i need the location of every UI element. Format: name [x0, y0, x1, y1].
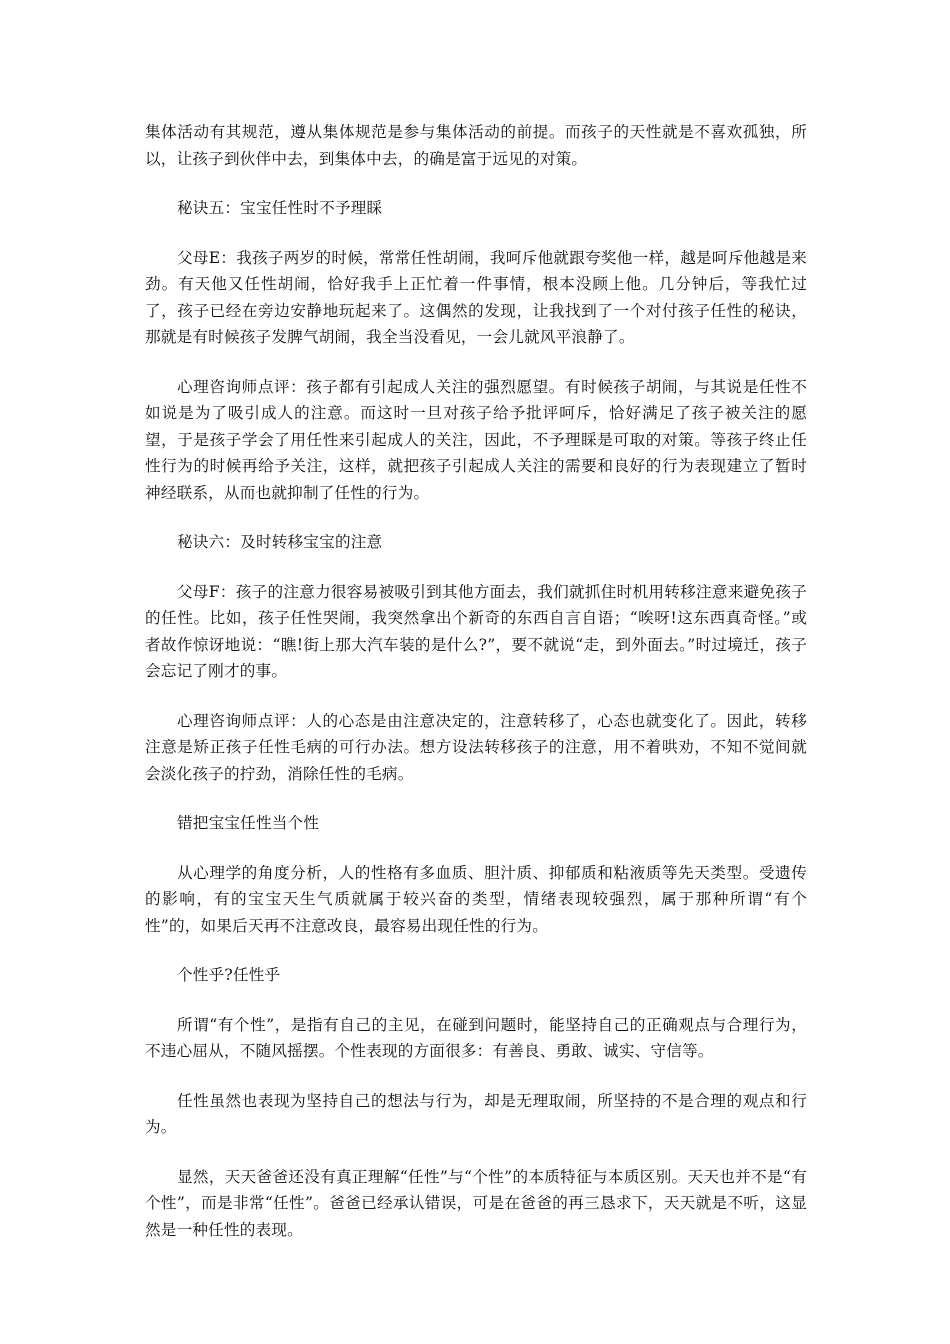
- paragraph-counselor-comment-six: 心理咨询师点评：人的心态是由注意决定的，注意转移了，心态也就变化了。因此，转移注意是矫正孩子任性毛病的可行办法。想方设法转移孩子的注意，用不着哄劝，不知不觉间就会淡化孩子的拧劲，消除任性的毛病。: [145, 711, 807, 783]
- paragraph-parent-e: 父母E：我孩子两岁的时候，常常任性胡闹，我呵斥他就跟夸奖他一样，越是呵斥他越是来劲。有天他又任性胡闹，恰好我手上正忙着一件事情，根本没顾上他。几分钟后，等我忙过了，孩子已经在旁边安静地玩起来了。这偶然的发现，让我找到了一个对付孩子任性的秘诀，那就是有时候孩子发脾气胡闹，我全当没看见，一会儿就风平浪静了。: [145, 248, 807, 346]
- section-heading-tip-five: 秘诀五：宝宝任性时不予理睬: [177, 199, 383, 217]
- paragraph-willful-definition: 任性虽然也表现为坚持自己的想法与行为，却是无理取闹，所坚持的不是合理的观点和行为。: [145, 1091, 807, 1136]
- paragraph-continuation: 集体活动有其规范，遵从集体规范是参与集体活动的前提。而孩子的天性就是不喜欢孤独，所以，让孩子到伙伴中去，到集体中去，的确是富于远见的对策。: [145, 123, 807, 168]
- paragraph-conclusion: 显然，天天爸爸还没有真正理解“任性”与“个性”的本质特征与本质区别。天天也并不是“有个性”，而是非常“任性”。爸爸已经承认错误，可是在爸爸的再三恳求下，天天就是不听，这显然是一种任性的表现。: [145, 1167, 807, 1239]
- section-heading-personality: 错把宝宝任性当个性: [177, 814, 320, 832]
- paragraph-parent-f: 父母F：孩子的注意力很容易被吸引到其他方面去，我们就抓住时机用转移注意来避免孩子的任性。比如，孩子任性哭闹，我突然拿出个新奇的东西自言自语；“唉呀!这东西真奇怪。”或者故作惊讶地说：“瞧!街上那大汽车装的是什么?”，要不就说“走，到外面去。”时过境迁，孩子会忘记了刚才的事。: [145, 582, 807, 680]
- paragraph-personality-definition: 所谓“有个性”，是指有自己的主见，在碰到问题时，能坚持自己的正确观点与合理行为，不违心屈从，不随风摇摆。个性表现的方面很多：有善良、勇敢、诚实、守信等。: [145, 1015, 807, 1060]
- section-heading-personality-or-willful: 个性乎?任性乎: [177, 966, 281, 984]
- section-heading-tip-six: 秘诀六：及时转移宝宝的注意: [177, 533, 383, 551]
- document-body: [145, 119, 807, 1266]
- paragraph-counselor-comment-five: 心理咨询师点评：孩子都有引起成人关注的强烈愿望。有时候孩子胡闹，与其说是任性不如说是为了吸引成人的注意。而这时一旦对孩子给予批评呵斥，恰好满足了孩子被关注的愿望，于是孩子学会了用任性来引起成人的关注，因此，不予理睬是可取的对策。等孩子终止任性行为的时候再给予关注，这样，就把孩子引起成人关注的需要和良好的行为表现建立了暂时神经联系，从而也就抑制了任性的行为。: [145, 377, 807, 502]
- paragraph-temperament: 从心理学的角度分析，人的性格有多血质、胆汁质、抑郁质和粘液质等先天类型。受遗传的影响，有的宝宝天生气质就属于较兴奋的类型，情绪表现较强烈，属于那种所谓“有个性”的，如果后天再不注意改良，最容易出现任性的行为。: [145, 863, 807, 935]
